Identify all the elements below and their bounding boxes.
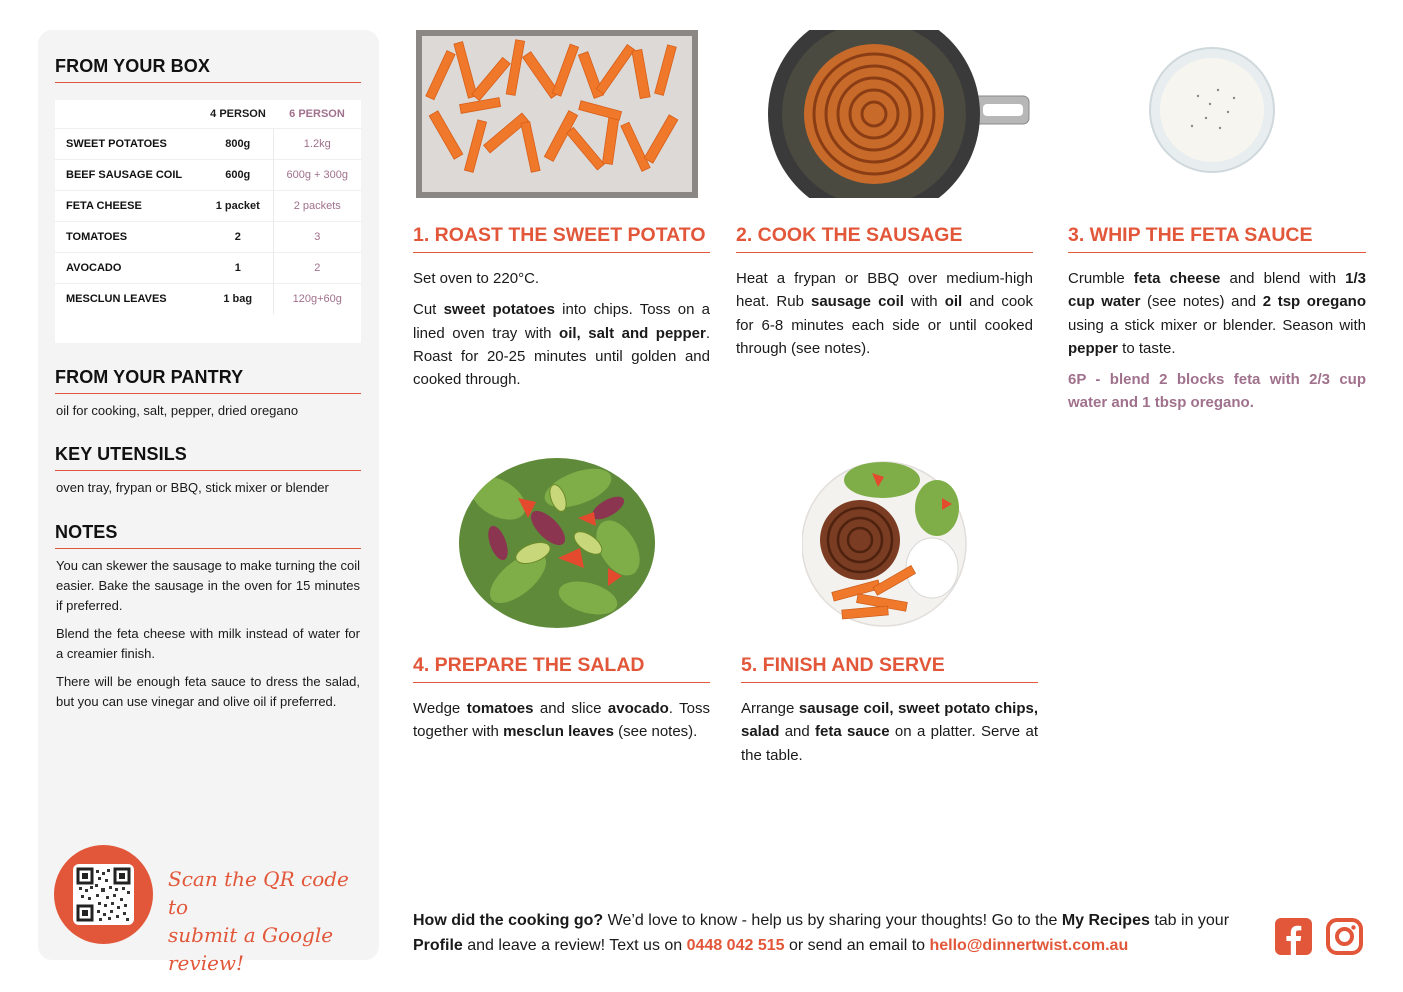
qty-4person: 800g (203, 128, 273, 159)
table-row (55, 221, 361, 252)
qr-code-icon (73, 864, 134, 925)
ingredient-name: MESCLUN LEAVES (55, 283, 203, 314)
step2-para: Heat a frypan or BBQ over medium-high heat. Rub sausage coil with oil and cook for 6-8 minutes each side or until cooked through (see notes). (736, 270, 1034, 357)
qty-4person: 1 bag (203, 283, 273, 314)
qty-6person: 3 (273, 221, 361, 252)
step3-6p-note: 6P - blend 2 blocks feta with 2/3 cup water and 1 tbsp oregano. (1068, 371, 1366, 412)
ingredient-name: AVOCADO (55, 252, 203, 283)
table-row (55, 159, 361, 190)
ingredient-name: BEEF SAUSAGE COIL (55, 159, 203, 190)
table-row (55, 190, 361, 221)
qr-caption (168, 865, 368, 977)
finished-platter-image (802, 458, 970, 628)
salad-image (458, 458, 656, 628)
ingredient-name: FETA CHEESE (55, 190, 203, 221)
table-header-4person: 4 PERSON (210, 107, 266, 120)
review-footer: How did the cooking go? We’d love to know - help us by sharing your thoughts! Go to the My Recipes tab in your Profile and leave a review! Text us on 0448 042 515 or send an email to hello@dinnertwist.com.au (413, 912, 1230, 954)
step1-body (413, 267, 710, 399)
qty-6person: 1.2kg (273, 128, 361, 159)
utensils-text: oven tray, frypan or BBQ, stick mixer or blender (56, 480, 329, 495)
step4-title: 4. PREPARE THE SALAD (413, 654, 710, 683)
step1-title: 1. ROAST THE SWEET POTATO (413, 224, 710, 253)
ingredient-name: TOMATOES (55, 221, 203, 252)
instagram-icon[interactable] (1326, 918, 1363, 955)
email-link[interactable]: hello@dinnertwist.com.au (929, 937, 1129, 954)
table-row (55, 128, 361, 159)
step3-para: Crumble feta cheese and blend with 1/3 cup water (see notes) and 2 tsp oregano using a stick mixer or blender. Season with pepper to taste. (1068, 270, 1366, 357)
sausage-pan-image (768, 30, 1030, 198)
step1-para1: Set oven to 220°C. (413, 270, 540, 287)
ingredients-table (55, 100, 361, 343)
notes-text (56, 556, 360, 720)
qty-6person: 2 packets (273, 190, 361, 221)
qty-4person: 2 (203, 221, 273, 252)
table-header-6person: 6 PERSON (289, 107, 345, 120)
qty-6person: 2 (273, 252, 361, 283)
table-row (55, 283, 361, 314)
note-paragraph: You can skewer the sausage to make turning the coil easier. Bake the sausage in the oven for 15 minutes if preferred. (56, 558, 360, 613)
step4-para: Wedge tomatoes and slice avocado. Toss together with mesclun leaves (see notes). (413, 700, 710, 741)
step5-title: 5. FINISH AND SERVE (741, 654, 1038, 683)
ingredients-sidebar (38, 30, 379, 975)
step5-body (741, 697, 1038, 775)
phone-link[interactable]: 0448 042 515 (686, 937, 785, 954)
table-row (55, 252, 361, 283)
qty-4person: 1 packet (203, 190, 273, 221)
box-heading: FROM YOUR BOX (55, 56, 361, 83)
step3-body (1068, 267, 1366, 423)
sweet-potato-tray-image (416, 30, 698, 198)
qr-badge (54, 845, 153, 944)
facebook-icon[interactable] (1275, 918, 1312, 955)
table-header-item (55, 100, 203, 128)
step1-para2: Cut sweet potatoes into chips. Toss on a lined oven tray with oil, salt and pepper. Roast for 20-25 minutes until golden and cooked through. (413, 301, 710, 389)
footer-question: How did the cooking go? (413, 912, 604, 929)
pantry-text: oil for cooking, salt, pepper, dried oregano (56, 403, 299, 418)
ingredient-name: SWEET POTATOES (55, 128, 203, 159)
qty-6person: 120g+60g (273, 283, 361, 314)
note-paragraph: Blend the feta cheese with milk instead of water for a creamier finish. (56, 626, 360, 661)
qr-code[interactable] (73, 864, 134, 925)
step2-title: 2. COOK THE SAUSAGE (736, 224, 1033, 253)
qr-caption-line1: Scan the QR code to (168, 867, 349, 919)
qty-6person: 600g + 300g (273, 159, 361, 190)
note-paragraph: There will be enough feta sauce to dress the salad, but you can use vinegar and olive oil if preferred. (56, 674, 360, 709)
step2-body (736, 267, 1033, 368)
profile-label: Profile (413, 937, 463, 954)
qty-4person: 1 (203, 252, 273, 283)
notes-heading: NOTES (55, 522, 361, 549)
step5-para: Arrange sausage coil, sweet potato chips, salad and feta sauce on a platter. Serve at the table. (741, 700, 1038, 764)
step3-title: 3. WHIP THE FETA SAUCE (1068, 224, 1366, 253)
qty-4person: 600g (203, 159, 273, 190)
pantry-heading: FROM YOUR PANTRY (55, 367, 361, 394)
my-recipes-label: My Recipes (1061, 912, 1150, 929)
utensils-heading: KEY UTENSILS (55, 444, 361, 471)
step4-body (413, 697, 710, 752)
qr-caption-line2: submit a Google review! (168, 923, 334, 975)
feta-sauce-bowl-image (1148, 46, 1276, 174)
